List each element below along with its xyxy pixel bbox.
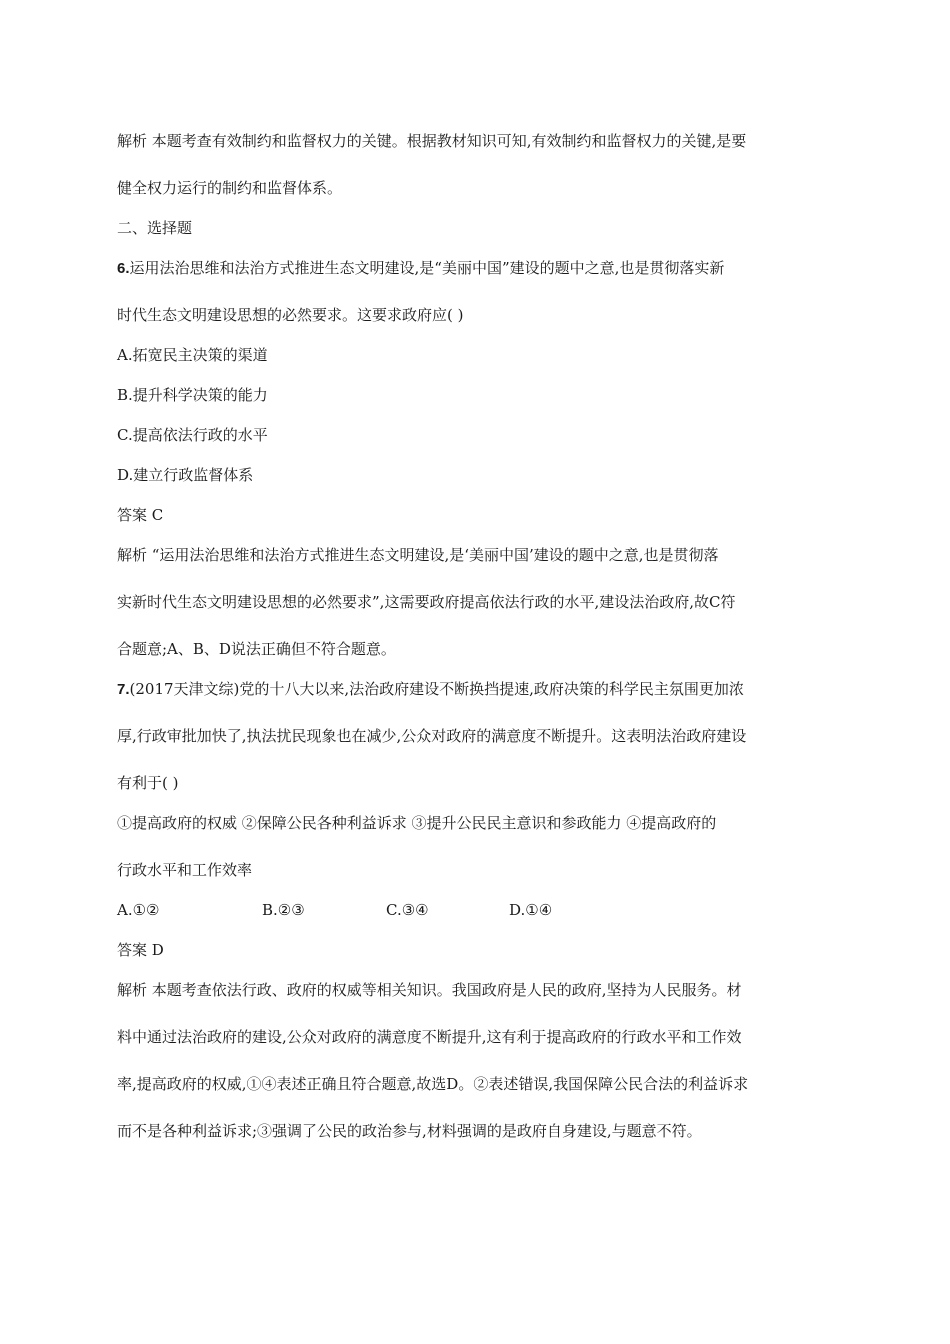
q7-answer: 答案 D	[117, 941, 164, 959]
q6-option-d: D.建立行政监督体系	[117, 466, 254, 484]
q6-stem-line-1	[117, 258, 724, 279]
q7-number: 7.	[117, 681, 130, 698]
q7-analysis-line-4: 而不是各种利益诉求;③强调了公民的政治参与,材料强调的是政府自身建设,与题意不符。	[117, 1122, 702, 1140]
q7-items-line-2: 行政水平和工作效率	[117, 861, 253, 879]
q6-analysis-line-1: 解析 “运用法治思维和法治方式推进生态文明建设,是‘美丽中国’建设的题中之意,也是贯彻落	[117, 546, 719, 564]
q6-stem-line-2: 时代生态文明建设思想的必然要求。这要求政府应( )	[117, 306, 464, 324]
q7-analysis-line-1: 解析 本题考查依法行政、政府的权威等相关知识。我国政府是人民的政府,坚持为人民服务。材	[117, 981, 742, 999]
q7-option-b: B.②③	[262, 901, 305, 919]
q7-option-a: A.①②	[117, 901, 160, 919]
q6-analysis-line-3: 合题意;A、B、D说法正确但不符合题意。	[117, 640, 396, 658]
q6-analysis-line-2: 实新时代生态文明建设思想的必然要求”,这需要政府提高依法行政的水平,建设法治政府,故C符	[117, 593, 736, 611]
q6-option-a: A.拓宽民主决策的渠道	[117, 346, 268, 364]
q7-option-d: D.①④	[509, 901, 553, 919]
q6-answer: 答案 C	[117, 506, 164, 524]
section-title: 二、选择题	[117, 219, 193, 237]
q7-stem-line-3: 有利于( )	[117, 774, 179, 792]
q7-analysis-line-3: 率,提高政府的权威,①④表述正确且符合题意,故选D。②表述错误,我国保障公民合法的利益诉求	[117, 1075, 749, 1093]
q7-stem-line-2: 厚,行政审批加快了,执法扰民现象也在减少,公众对政府的满意度不断提升。这表明法治政府建设	[117, 727, 747, 745]
intro-analysis-line-2: 健全权力运行的制约和监督体系。	[117, 179, 343, 197]
q7-analysis-line-2: 料中通过法治政府的建设,公众对政府的满意度不断提升,这有利于提高政府的行政水平和工作效	[117, 1028, 742, 1046]
q7-stem-text-1: (2017天津文综)党的十八大以来,法治政府建设不断换挡提速,政府决策的科学民主氛围更加浓	[129, 680, 744, 698]
q6-number: 6.	[117, 260, 130, 277]
q7-items-line-1: ①提高政府的权威 ②保障公民各种利益诉求 ③提升公民民主意识和参政能力 ④提高政府的	[117, 814, 717, 832]
intro-analysis-line-1: 解析 本题考查有效制约和监督权力的关键。根据教材知识可知,有效制约和监督权力的关键,是要	[117, 132, 747, 150]
q7-option-c: C.③④	[386, 901, 429, 919]
q6-option-b: B.提升科学决策的能力	[117, 386, 268, 404]
q6-option-c: C.提高依法行政的水平	[117, 426, 268, 444]
q6-stem-text-1: 运用法治思维和法治方式推进生态文明建设,是“美丽中国”建设的题中之意,也是贯彻落实新	[129, 259, 725, 277]
q7-stem-line-1	[117, 679, 744, 700]
